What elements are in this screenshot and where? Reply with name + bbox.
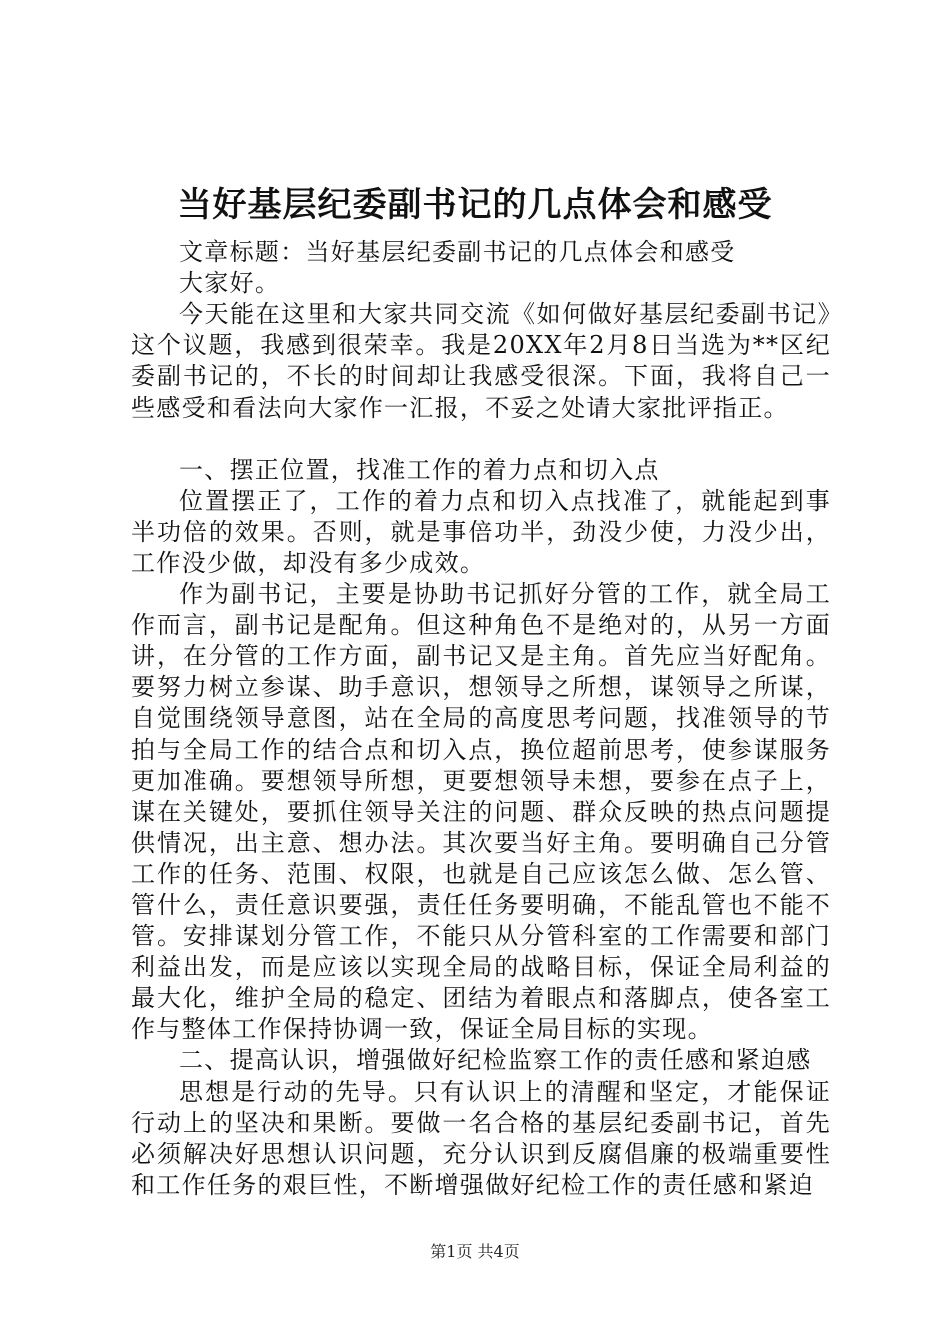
section-heading-2: 二、提高认识，增强做好纪检监察工作的责任感和紧迫感	[179, 1046, 812, 1075]
document-title: 当好基层纪委副书记的几点体会和感受	[177, 185, 773, 225]
section-heading-1: 一、摆正位置，找准工作的着力点和切入点	[179, 455, 660, 484]
document-body	[131, 206, 831, 1201]
page-footer: 第1页 共4页	[430, 1242, 520, 1261]
paragraph-section-1b: 作为副书记，主要是协助书记抓好分管的工作，就全局工作而言，副书记是配角。但这种角色不是绝对的，从另一方面讲，在分管的工作方面，副书记又是主角。首先应当好配角。要努力树立参谋、助手意识，想领导之所想，谋领导之所谋，自觉围绕领导意图，站在全局的高度思考问题，找准领导的节拍与全局工作的结合点和切入点，换位超前思考，使参谋服务更加准确。要想领导所想，更要想领导未想，要参在点子上，谋在关键处，要抓住领导关注的问题、群众反映的热点问题提供情况，出主意、想办法。其次要当好主角。要明确自己分管工作的任务、范围、权限，也就是自己应该怎么做、怎么管、管什么，责任意识要强，责任任务要明确，不能乱管也不能不管。安排谋划分管工作，不能只从分管科室的工作需要和部门利益出发，而是应该以实现全局的战略目标，保证全局利益的最大化，维护全局的稳定、团结为着眼点和落脚点，使各室工作与整体工作保持协调一致，保证全局目标的实现。	[131, 580, 831, 1044]
paragraph-section-2a: 思想是行动的先导。只有认识上的清醒和坚定，才能保证行动上的坚决和果断。要做一名合格的基层纪委副书记，首先必须解决好思想认识问题，充分认识到反腐倡廉的极端重要性和工作任务的艰巨性，不断增强做好纪检工作的责任感和紧迫	[131, 1077, 831, 1199]
paragraph-section-1a: 位置摆正了，工作的着力点和切入点找准了，就能起到事半功倍的效果。否则，就是事倍功半，劲没少使，力没少出，工作没少做，却没有多少成效。	[131, 486, 831, 577]
paragraph-article-title: 文章标题：当好基层纪委副书记的几点体会和感受	[179, 238, 736, 267]
paragraph-greeting: 大家好。	[179, 269, 281, 298]
paragraph-intro: 今天能在这里和大家共同交流《如何做好基层纪委副书记》这个议题，我感到很荣幸。我是20XX年2月8日当选为**区纪委副书记的，不长的时间却让我感受很深。下面，我将自己一些感受和看法向大家作一汇报，不妥之处请大家批评指正。	[131, 300, 831, 422]
